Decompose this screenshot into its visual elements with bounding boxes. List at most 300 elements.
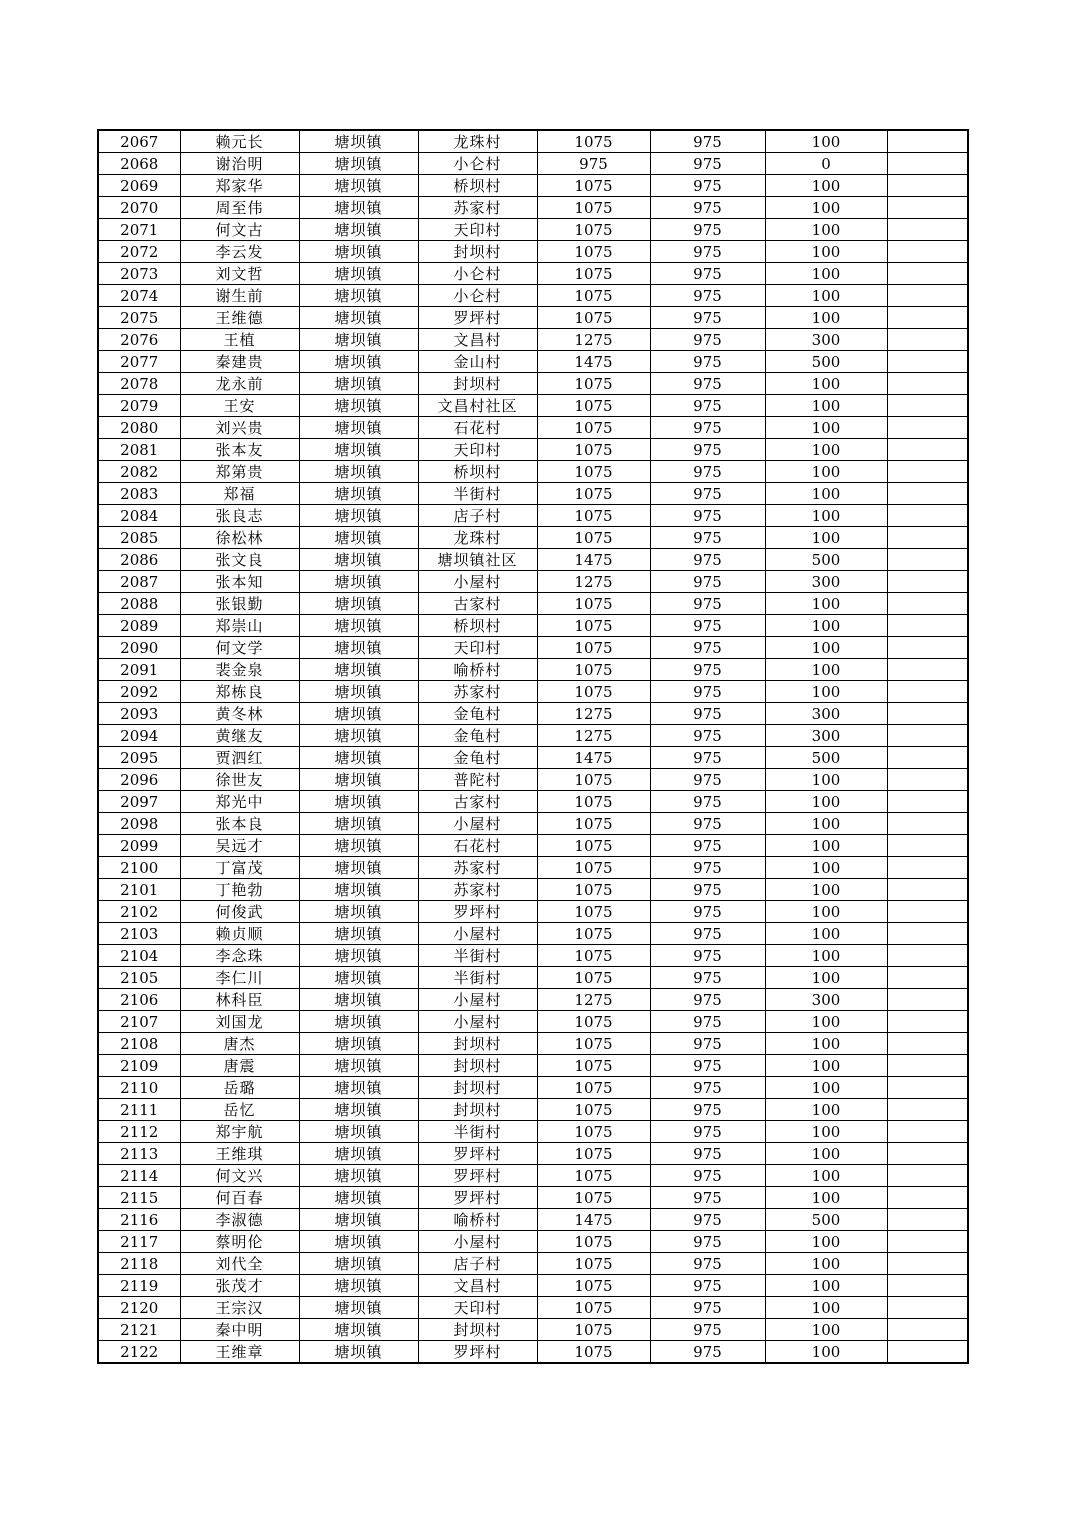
table-row xyxy=(98,263,968,285)
cell-amount-total: 1075 xyxy=(537,637,650,659)
cell-amount-total: 1275 xyxy=(537,703,650,725)
cell-note xyxy=(887,923,968,945)
table-row xyxy=(98,285,968,307)
cell-amount-base: 975 xyxy=(650,769,765,791)
cell-amount-base: 975 xyxy=(650,989,765,1011)
table-row xyxy=(98,1209,968,1231)
cell-town: 塘坝镇 xyxy=(299,637,418,659)
cell-village: 罗坪村 xyxy=(418,307,537,329)
cell-amount-diff: 100 xyxy=(765,945,887,967)
cell-town: 塘坝镇 xyxy=(299,1033,418,1055)
table-row xyxy=(98,637,968,659)
cell-town: 塘坝镇 xyxy=(299,681,418,703)
cell-index: 2067 xyxy=(98,130,180,153)
cell-amount-diff: 100 xyxy=(765,923,887,945)
cell-amount-diff: 100 xyxy=(765,1121,887,1143)
cell-amount-diff: 100 xyxy=(765,263,887,285)
cell-amount-diff: 100 xyxy=(765,813,887,835)
cell-town: 塘坝镇 xyxy=(299,1099,418,1121)
cell-index: 2101 xyxy=(98,879,180,901)
cell-note xyxy=(887,175,968,197)
cell-amount-total: 1075 xyxy=(537,527,650,549)
cell-amount-base: 975 xyxy=(650,549,765,571)
cell-index: 2111 xyxy=(98,1099,180,1121)
cell-village: 罗坪村 xyxy=(418,1143,537,1165)
table-row xyxy=(98,1165,968,1187)
cell-note xyxy=(887,1011,968,1033)
cell-name: 龙永前 xyxy=(180,373,299,395)
cell-index: 2107 xyxy=(98,1011,180,1033)
cell-village: 古家村 xyxy=(418,593,537,615)
cell-name: 郑宇航 xyxy=(180,1121,299,1143)
cell-amount-base: 975 xyxy=(650,681,765,703)
cell-amount-total: 1075 xyxy=(537,1011,650,1033)
cell-amount-base: 975 xyxy=(650,241,765,263)
cell-amount-diff: 100 xyxy=(765,769,887,791)
cell-note xyxy=(887,835,968,857)
cell-amount-base: 975 xyxy=(650,857,765,879)
cell-amount-total: 1275 xyxy=(537,725,650,747)
cell-village: 苏家村 xyxy=(418,857,537,879)
cell-amount-total: 1275 xyxy=(537,571,650,593)
cell-index: 2090 xyxy=(98,637,180,659)
cell-note xyxy=(887,241,968,263)
table-row xyxy=(98,923,968,945)
cell-amount-base: 975 xyxy=(650,879,765,901)
cell-village: 小仑村 xyxy=(418,153,537,175)
table-row xyxy=(98,901,968,923)
cell-town: 塘坝镇 xyxy=(299,1231,418,1253)
cell-index: 2086 xyxy=(98,549,180,571)
cell-amount-diff: 100 xyxy=(765,285,887,307)
cell-name: 何俊武 xyxy=(180,901,299,923)
cell-note xyxy=(887,791,968,813)
cell-amount-total: 1075 xyxy=(537,945,650,967)
cell-amount-base: 975 xyxy=(650,1165,765,1187)
cell-town: 塘坝镇 xyxy=(299,923,418,945)
cell-amount-base: 975 xyxy=(650,307,765,329)
cell-town: 塘坝镇 xyxy=(299,901,418,923)
cell-note xyxy=(887,1143,968,1165)
cell-amount-diff: 100 xyxy=(765,197,887,219)
cell-amount-diff: 100 xyxy=(765,1055,887,1077)
cell-amount-diff: 100 xyxy=(765,1341,887,1364)
cell-name: 黄冬林 xyxy=(180,703,299,725)
cell-index: 2072 xyxy=(98,241,180,263)
table-row xyxy=(98,659,968,681)
table-row xyxy=(98,461,968,483)
cell-note xyxy=(887,130,968,153)
cell-amount-total: 1075 xyxy=(537,1121,650,1143)
cell-name: 吴远才 xyxy=(180,835,299,857)
cell-amount-total: 1075 xyxy=(537,901,650,923)
cell-town: 塘坝镇 xyxy=(299,329,418,351)
cell-note xyxy=(887,505,968,527)
cell-village: 罗坪村 xyxy=(418,901,537,923)
cell-amount-diff: 100 xyxy=(765,1033,887,1055)
cell-index: 2122 xyxy=(98,1341,180,1364)
cell-name: 张文良 xyxy=(180,549,299,571)
cell-note xyxy=(887,615,968,637)
cell-note xyxy=(887,1165,968,1187)
cell-amount-diff: 100 xyxy=(765,1077,887,1099)
cell-note xyxy=(887,1319,968,1341)
cell-index: 2100 xyxy=(98,857,180,879)
cell-village: 石花村 xyxy=(418,417,537,439)
table-row xyxy=(98,571,968,593)
cell-amount-base: 975 xyxy=(650,637,765,659)
cell-amount-total: 1075 xyxy=(537,835,650,857)
cell-amount-total: 1075 xyxy=(537,1055,650,1077)
cell-town: 塘坝镇 xyxy=(299,1055,418,1077)
cell-amount-base: 975 xyxy=(650,1319,765,1341)
cell-note xyxy=(887,549,968,571)
cell-amount-total: 1075 xyxy=(537,505,650,527)
cell-name: 谢生前 xyxy=(180,285,299,307)
cell-amount-diff: 100 xyxy=(765,373,887,395)
cell-village: 封坝村 xyxy=(418,241,537,263)
cell-note xyxy=(887,307,968,329)
cell-town: 塘坝镇 xyxy=(299,241,418,263)
cell-note xyxy=(887,989,968,1011)
table-row xyxy=(98,725,968,747)
cell-name: 周至伟 xyxy=(180,197,299,219)
cell-index: 2119 xyxy=(98,1275,180,1297)
cell-village: 桥坝村 xyxy=(418,461,537,483)
cell-village: 封坝村 xyxy=(418,1033,537,1055)
cell-village: 苏家村 xyxy=(418,879,537,901)
cell-index: 2110 xyxy=(98,1077,180,1099)
cell-town: 塘坝镇 xyxy=(299,1187,418,1209)
cell-name: 赖贞顺 xyxy=(180,923,299,945)
cell-name: 王维德 xyxy=(180,307,299,329)
cell-note xyxy=(887,417,968,439)
cell-name: 王维琪 xyxy=(180,1143,299,1165)
cell-amount-total: 1075 xyxy=(537,263,650,285)
cell-village: 塘坝镇社区 xyxy=(418,549,537,571)
cell-index: 2099 xyxy=(98,835,180,857)
cell-amount-base: 975 xyxy=(650,1275,765,1297)
cell-note xyxy=(887,703,968,725)
cell-village: 半街村 xyxy=(418,483,537,505)
cell-village: 金龟村 xyxy=(418,725,537,747)
cell-amount-diff: 100 xyxy=(765,1297,887,1319)
cell-index: 2093 xyxy=(98,703,180,725)
cell-village: 小屋村 xyxy=(418,923,537,945)
cell-note xyxy=(887,1209,968,1231)
table-row xyxy=(98,879,968,901)
cell-amount-base: 975 xyxy=(650,593,765,615)
cell-name: 蔡明伦 xyxy=(180,1231,299,1253)
cell-amount-diff: 100 xyxy=(765,791,887,813)
table-row xyxy=(98,681,968,703)
cell-index: 2109 xyxy=(98,1055,180,1077)
cell-name: 贾泗红 xyxy=(180,747,299,769)
cell-index: 2085 xyxy=(98,527,180,549)
cell-index: 2078 xyxy=(98,373,180,395)
cell-town: 塘坝镇 xyxy=(299,791,418,813)
cell-amount-base: 975 xyxy=(650,483,765,505)
cell-town: 塘坝镇 xyxy=(299,769,418,791)
cell-village: 小屋村 xyxy=(418,1011,537,1033)
cell-village: 喻桥村 xyxy=(418,659,537,681)
cell-index: 2087 xyxy=(98,571,180,593)
cell-amount-base: 975 xyxy=(650,505,765,527)
cell-note xyxy=(887,351,968,373)
cell-amount-total: 1075 xyxy=(537,1165,650,1187)
cell-amount-base: 975 xyxy=(650,219,765,241)
cell-town: 塘坝镇 xyxy=(299,857,418,879)
table-row xyxy=(98,813,968,835)
cell-note xyxy=(887,1055,968,1077)
cell-amount-base: 975 xyxy=(650,175,765,197)
cell-amount-base: 975 xyxy=(650,1341,765,1364)
cell-amount-diff: 100 xyxy=(765,175,887,197)
cell-amount-total: 1075 xyxy=(537,219,650,241)
cell-amount-total: 1075 xyxy=(537,241,650,263)
table-row xyxy=(98,989,968,1011)
cell-amount-base: 975 xyxy=(650,417,765,439)
cell-index: 2114 xyxy=(98,1165,180,1187)
table-row xyxy=(98,703,968,725)
cell-amount-diff: 100 xyxy=(765,967,887,989)
cell-amount-total: 975 xyxy=(537,153,650,175)
cell-note xyxy=(887,1033,968,1055)
cell-amount-base: 975 xyxy=(650,461,765,483)
cell-name: 郑家华 xyxy=(180,175,299,197)
cell-amount-base: 975 xyxy=(650,923,765,945)
cell-index: 2071 xyxy=(98,219,180,241)
cell-note xyxy=(887,1077,968,1099)
cell-name: 何文兴 xyxy=(180,1165,299,1187)
cell-name: 张本知 xyxy=(180,571,299,593)
cell-village: 小屋村 xyxy=(418,1231,537,1253)
table-row xyxy=(98,593,968,615)
cell-amount-base: 975 xyxy=(650,130,765,153)
cell-index: 2077 xyxy=(98,351,180,373)
cell-amount-diff: 100 xyxy=(765,505,887,527)
cell-note xyxy=(887,373,968,395)
cell-index: 2116 xyxy=(98,1209,180,1231)
cell-amount-diff: 100 xyxy=(765,219,887,241)
cell-amount-diff: 500 xyxy=(765,549,887,571)
cell-amount-total: 1075 xyxy=(537,130,650,153)
cell-index: 2082 xyxy=(98,461,180,483)
table-row xyxy=(98,1055,968,1077)
cell-town: 塘坝镇 xyxy=(299,1209,418,1231)
table-row xyxy=(98,329,968,351)
cell-town: 塘坝镇 xyxy=(299,351,418,373)
cell-index: 2102 xyxy=(98,901,180,923)
cell-name: 李仁川 xyxy=(180,967,299,989)
cell-amount-diff: 100 xyxy=(765,879,887,901)
cell-amount-total: 1075 xyxy=(537,1253,650,1275)
table-row xyxy=(98,1187,968,1209)
table-row xyxy=(98,1231,968,1253)
cell-town: 塘坝镇 xyxy=(299,285,418,307)
cell-amount-diff: 100 xyxy=(765,835,887,857)
cell-town: 塘坝镇 xyxy=(299,130,418,153)
cell-note xyxy=(887,263,968,285)
cell-name: 刘代全 xyxy=(180,1253,299,1275)
cell-village: 桥坝村 xyxy=(418,615,537,637)
cell-town: 塘坝镇 xyxy=(299,989,418,1011)
cell-amount-base: 975 xyxy=(650,1187,765,1209)
cell-note xyxy=(887,725,968,747)
cell-amount-total: 1075 xyxy=(537,1077,650,1099)
cell-index: 2084 xyxy=(98,505,180,527)
cell-village: 天印村 xyxy=(418,637,537,659)
cell-town: 塘坝镇 xyxy=(299,615,418,637)
cell-index: 2069 xyxy=(98,175,180,197)
cell-town: 塘坝镇 xyxy=(299,417,418,439)
cell-amount-total: 1075 xyxy=(537,417,650,439)
cell-amount-diff: 100 xyxy=(765,439,887,461)
cell-note xyxy=(887,483,968,505)
cell-amount-diff: 100 xyxy=(765,395,887,417)
cell-village: 龙珠村 xyxy=(418,527,537,549)
cell-town: 塘坝镇 xyxy=(299,1275,418,1297)
cell-amount-total: 1075 xyxy=(537,593,650,615)
cell-amount-total: 1075 xyxy=(537,439,650,461)
cell-town: 塘坝镇 xyxy=(299,1341,418,1364)
table-row xyxy=(98,241,968,263)
cell-town: 塘坝镇 xyxy=(299,263,418,285)
cell-village: 文昌村 xyxy=(418,1275,537,1297)
cell-amount-total: 1075 xyxy=(537,1033,650,1055)
cell-town: 塘坝镇 xyxy=(299,505,418,527)
cell-name: 郑栋良 xyxy=(180,681,299,703)
cell-town: 塘坝镇 xyxy=(299,571,418,593)
cell-village: 金龟村 xyxy=(418,747,537,769)
cell-name: 赖元长 xyxy=(180,130,299,153)
cell-index: 2068 xyxy=(98,153,180,175)
table-row xyxy=(98,1275,968,1297)
cell-index: 2121 xyxy=(98,1319,180,1341)
cell-amount-diff: 100 xyxy=(765,130,887,153)
cell-amount-base: 975 xyxy=(650,329,765,351)
cell-name: 王植 xyxy=(180,329,299,351)
cell-name: 林科臣 xyxy=(180,989,299,1011)
cell-name: 郑崇山 xyxy=(180,615,299,637)
cell-amount-total: 1075 xyxy=(537,1275,650,1297)
cell-village: 封坝村 xyxy=(418,1319,537,1341)
cell-note xyxy=(887,1275,968,1297)
cell-town: 塘坝镇 xyxy=(299,1319,418,1341)
cell-amount-total: 1075 xyxy=(537,1231,650,1253)
cell-name: 唐震 xyxy=(180,1055,299,1077)
cell-village: 苏家村 xyxy=(418,197,537,219)
cell-amount-total: 1475 xyxy=(537,1209,650,1231)
cell-amount-total: 1075 xyxy=(537,659,650,681)
cell-amount-total: 1275 xyxy=(537,329,650,351)
cell-town: 塘坝镇 xyxy=(299,197,418,219)
cell-index: 2108 xyxy=(98,1033,180,1055)
cell-amount-total: 1075 xyxy=(537,1187,650,1209)
cell-amount-base: 975 xyxy=(650,1253,765,1275)
cell-amount-base: 975 xyxy=(650,571,765,593)
cell-amount-base: 975 xyxy=(650,945,765,967)
cell-amount-total: 1075 xyxy=(537,175,650,197)
cell-town: 塘坝镇 xyxy=(299,1253,418,1275)
cell-note xyxy=(887,1253,968,1275)
cell-village: 文昌村 xyxy=(418,329,537,351)
cell-index: 2098 xyxy=(98,813,180,835)
cell-note xyxy=(887,1099,968,1121)
cell-name: 李念珠 xyxy=(180,945,299,967)
cell-town: 塘坝镇 xyxy=(299,945,418,967)
cell-amount-base: 975 xyxy=(650,835,765,857)
cell-amount-diff: 100 xyxy=(765,659,887,681)
cell-amount-diff: 100 xyxy=(765,1231,887,1253)
cell-index: 2074 xyxy=(98,285,180,307)
cell-amount-total: 1275 xyxy=(537,989,650,1011)
cell-amount-total: 1075 xyxy=(537,879,650,901)
cell-note xyxy=(887,571,968,593)
cell-town: 塘坝镇 xyxy=(299,703,418,725)
cell-name: 唐杰 xyxy=(180,1033,299,1055)
table-body xyxy=(98,130,968,1363)
cell-amount-diff: 100 xyxy=(765,615,887,637)
cell-index: 2070 xyxy=(98,197,180,219)
cell-name: 李云发 xyxy=(180,241,299,263)
cell-name: 张银勤 xyxy=(180,593,299,615)
cell-amount-base: 975 xyxy=(650,747,765,769)
cell-amount-diff: 100 xyxy=(765,1275,887,1297)
cell-village: 罗坪村 xyxy=(418,1187,537,1209)
cell-amount-base: 975 xyxy=(650,1099,765,1121)
cell-village: 小仑村 xyxy=(418,263,537,285)
cell-amount-base: 975 xyxy=(650,1077,765,1099)
cell-name: 裴金泉 xyxy=(180,659,299,681)
cell-index: 2105 xyxy=(98,967,180,989)
cell-amount-base: 975 xyxy=(650,153,765,175)
table-row xyxy=(98,747,968,769)
cell-note xyxy=(887,593,968,615)
cell-note xyxy=(887,219,968,241)
cell-amount-diff: 100 xyxy=(765,681,887,703)
cell-village: 普陀村 xyxy=(418,769,537,791)
cell-amount-total: 1075 xyxy=(537,1319,650,1341)
cell-village: 金山村 xyxy=(418,351,537,373)
cell-village: 金龟村 xyxy=(418,703,537,725)
cell-index: 2095 xyxy=(98,747,180,769)
cell-index: 2092 xyxy=(98,681,180,703)
cell-amount-base: 975 xyxy=(650,901,765,923)
cell-amount-total: 1075 xyxy=(537,483,650,505)
cell-name: 何百春 xyxy=(180,1187,299,1209)
cell-index: 2079 xyxy=(98,395,180,417)
cell-amount-total: 1075 xyxy=(537,769,650,791)
cell-town: 塘坝镇 xyxy=(299,813,418,835)
cell-village: 小屋村 xyxy=(418,571,537,593)
cell-note xyxy=(887,857,968,879)
cell-note xyxy=(887,945,968,967)
cell-town: 塘坝镇 xyxy=(299,153,418,175)
table-row xyxy=(98,1121,968,1143)
cell-town: 塘坝镇 xyxy=(299,373,418,395)
cell-amount-diff: 100 xyxy=(765,417,887,439)
cell-town: 塘坝镇 xyxy=(299,175,418,197)
table-row xyxy=(98,307,968,329)
cell-amount-diff: 100 xyxy=(765,593,887,615)
cell-name: 何文学 xyxy=(180,637,299,659)
cell-name: 郑第贵 xyxy=(180,461,299,483)
cell-amount-base: 975 xyxy=(650,395,765,417)
cell-name: 郑福 xyxy=(180,483,299,505)
table-row xyxy=(98,351,968,373)
table-row xyxy=(98,1099,968,1121)
